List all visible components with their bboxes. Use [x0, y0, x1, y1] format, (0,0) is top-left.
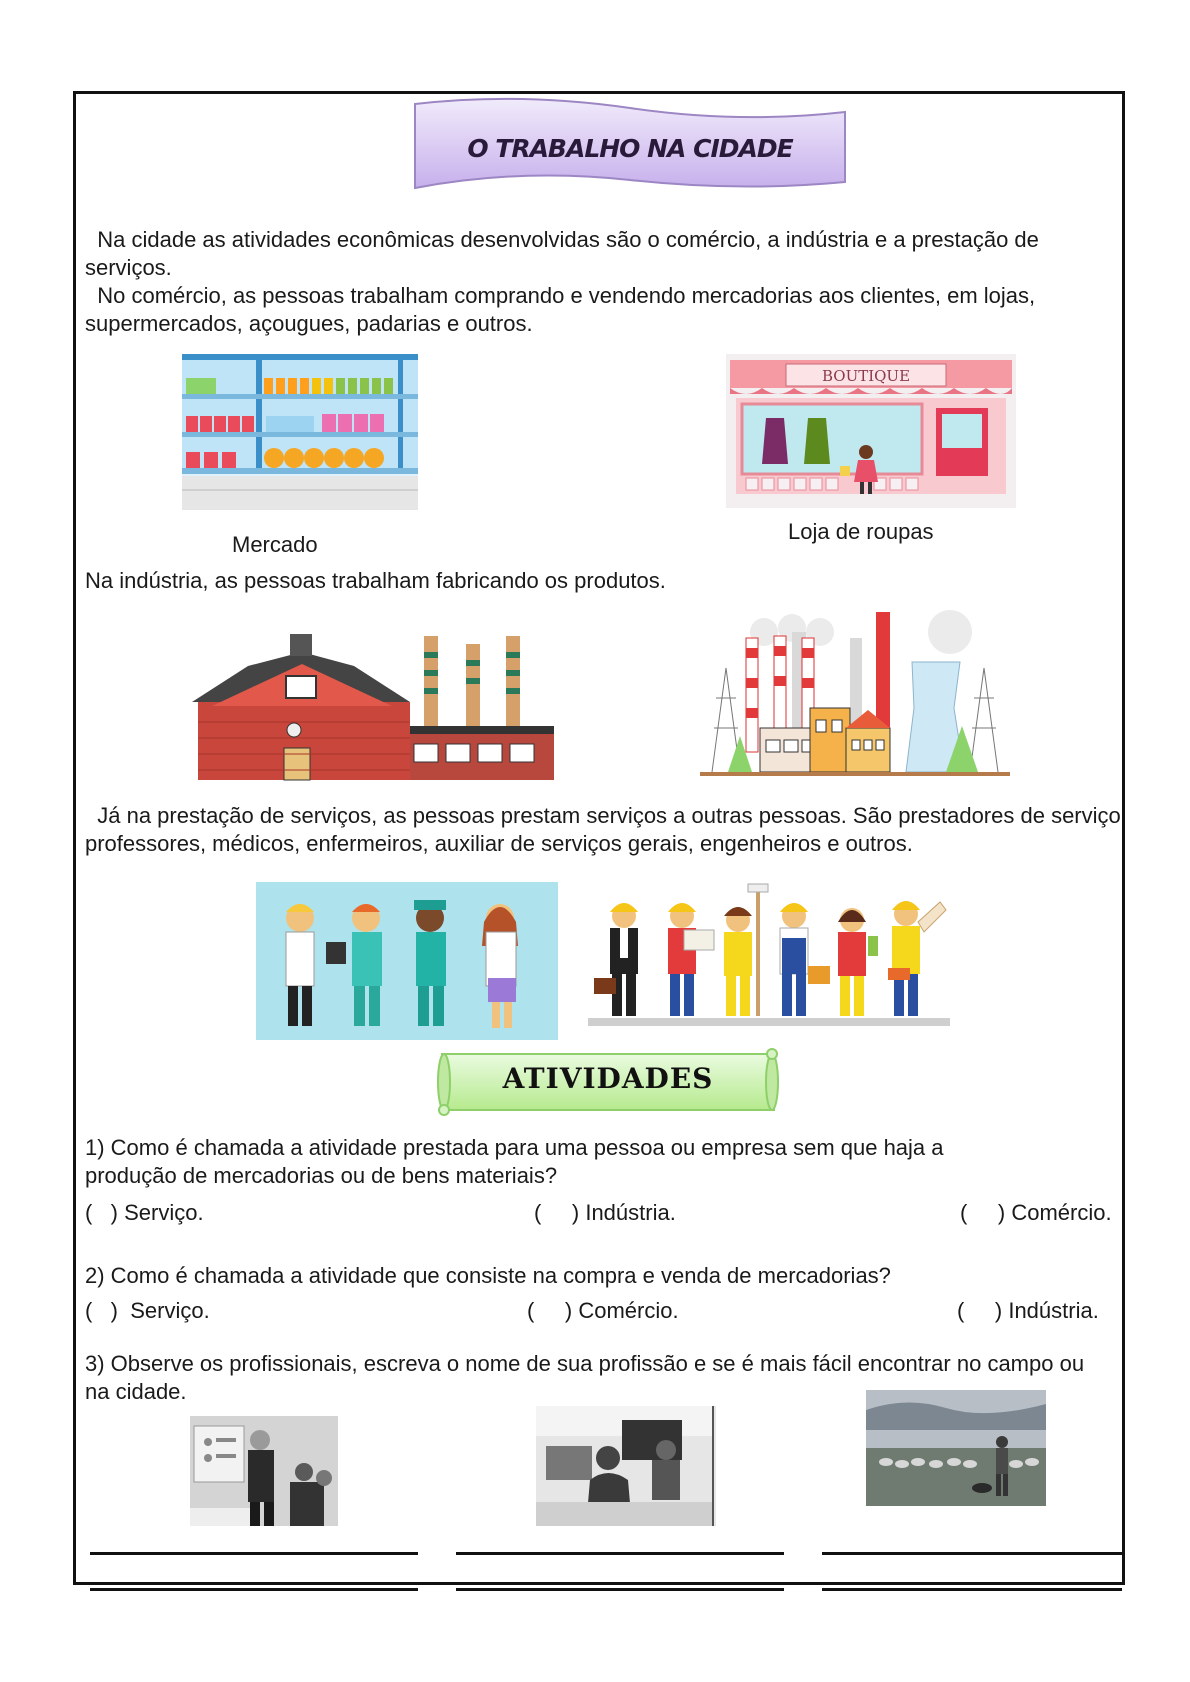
q2-option-industry[interactable]: ( ) Indústria. — [957, 1298, 1099, 1323]
question-2-text: 2) Como é chamada a atividade que consiste na compra e venda de mercadorias? — [85, 1263, 891, 1288]
intro-paragraph-2: No comércio, as pessoas trabalham comprando e vendendo mercadorias aos clientes, em lojas, supermercados, açougues, padarias e outros. — [85, 283, 1042, 336]
q1-option-service[interactable]: ( ) Serviço. — [85, 1200, 204, 1225]
boutique-store-image — [726, 354, 1016, 508]
q1-option-industry[interactable]: ( ) Indústria. — [534, 1200, 676, 1225]
answer-line-2b[interactable] — [456, 1588, 784, 1591]
question-3-text: 3) Observe os profissionais, escreva o nome de sua profissão e se é mais fácil encontrar no campo ou na cidade. — [85, 1351, 1085, 1404]
q2-option-service[interactable]: ( ) Serviço. — [85, 1298, 210, 1323]
answer-line-3b[interactable] — [822, 1588, 1122, 1591]
brick-factory-image — [192, 622, 554, 784]
photo-farmer-field — [866, 1390, 1046, 1506]
activities-heading: ATIVIDADES — [502, 1062, 714, 1095]
construction-workers-image — [588, 882, 950, 1028]
photo-office-presenter — [190, 1416, 338, 1526]
answer-line-3a[interactable] — [822, 1552, 1122, 1555]
caption-market: Mercado — [232, 532, 318, 557]
industrial-plant-image — [700, 608, 1010, 784]
title-banner — [410, 96, 850, 206]
market-shelves-image — [182, 354, 418, 510]
answer-line-2a[interactable] — [456, 1552, 784, 1555]
health-workers-image — [256, 882, 558, 1040]
activities-banner — [436, 1046, 780, 1118]
page-title: O TRABALHO NA CIDADE — [467, 134, 793, 163]
q2-option-commerce[interactable]: ( ) Comércio. — [527, 1298, 679, 1323]
answer-line-1a[interactable] — [90, 1552, 418, 1555]
question-1-text: 1) Como é chamada a atividade prestada para uma pessoa ou empresa sem que haja a produção de mercadorias ou de bens materiais? — [85, 1135, 944, 1188]
boutique-sign-text: BOUTIQUE — [821, 367, 911, 385]
caption-clothing-store: Loja de roupas — [788, 519, 934, 544]
intro-paragraph-1: Na cidade as atividades econômicas desenvolvidas são o comércio, a indústria e a prestação de serviços. — [85, 227, 1046, 280]
q1-option-commerce[interactable]: ( ) Comércio. — [960, 1200, 1112, 1225]
services-paragraph: Já na prestação de serviços, as pessoas prestam serviços a outras pessoas. São prestadores de serviço professores, médicos, enfermeiros, auxiliar de serviços gerais, engenheiros e outros. — [85, 803, 1127, 856]
industry-paragraph: Na indústria, as pessoas trabalham fabricando os produtos. — [85, 568, 666, 593]
answer-line-1b[interactable] — [90, 1588, 418, 1591]
photo-office-worker — [536, 1406, 716, 1526]
